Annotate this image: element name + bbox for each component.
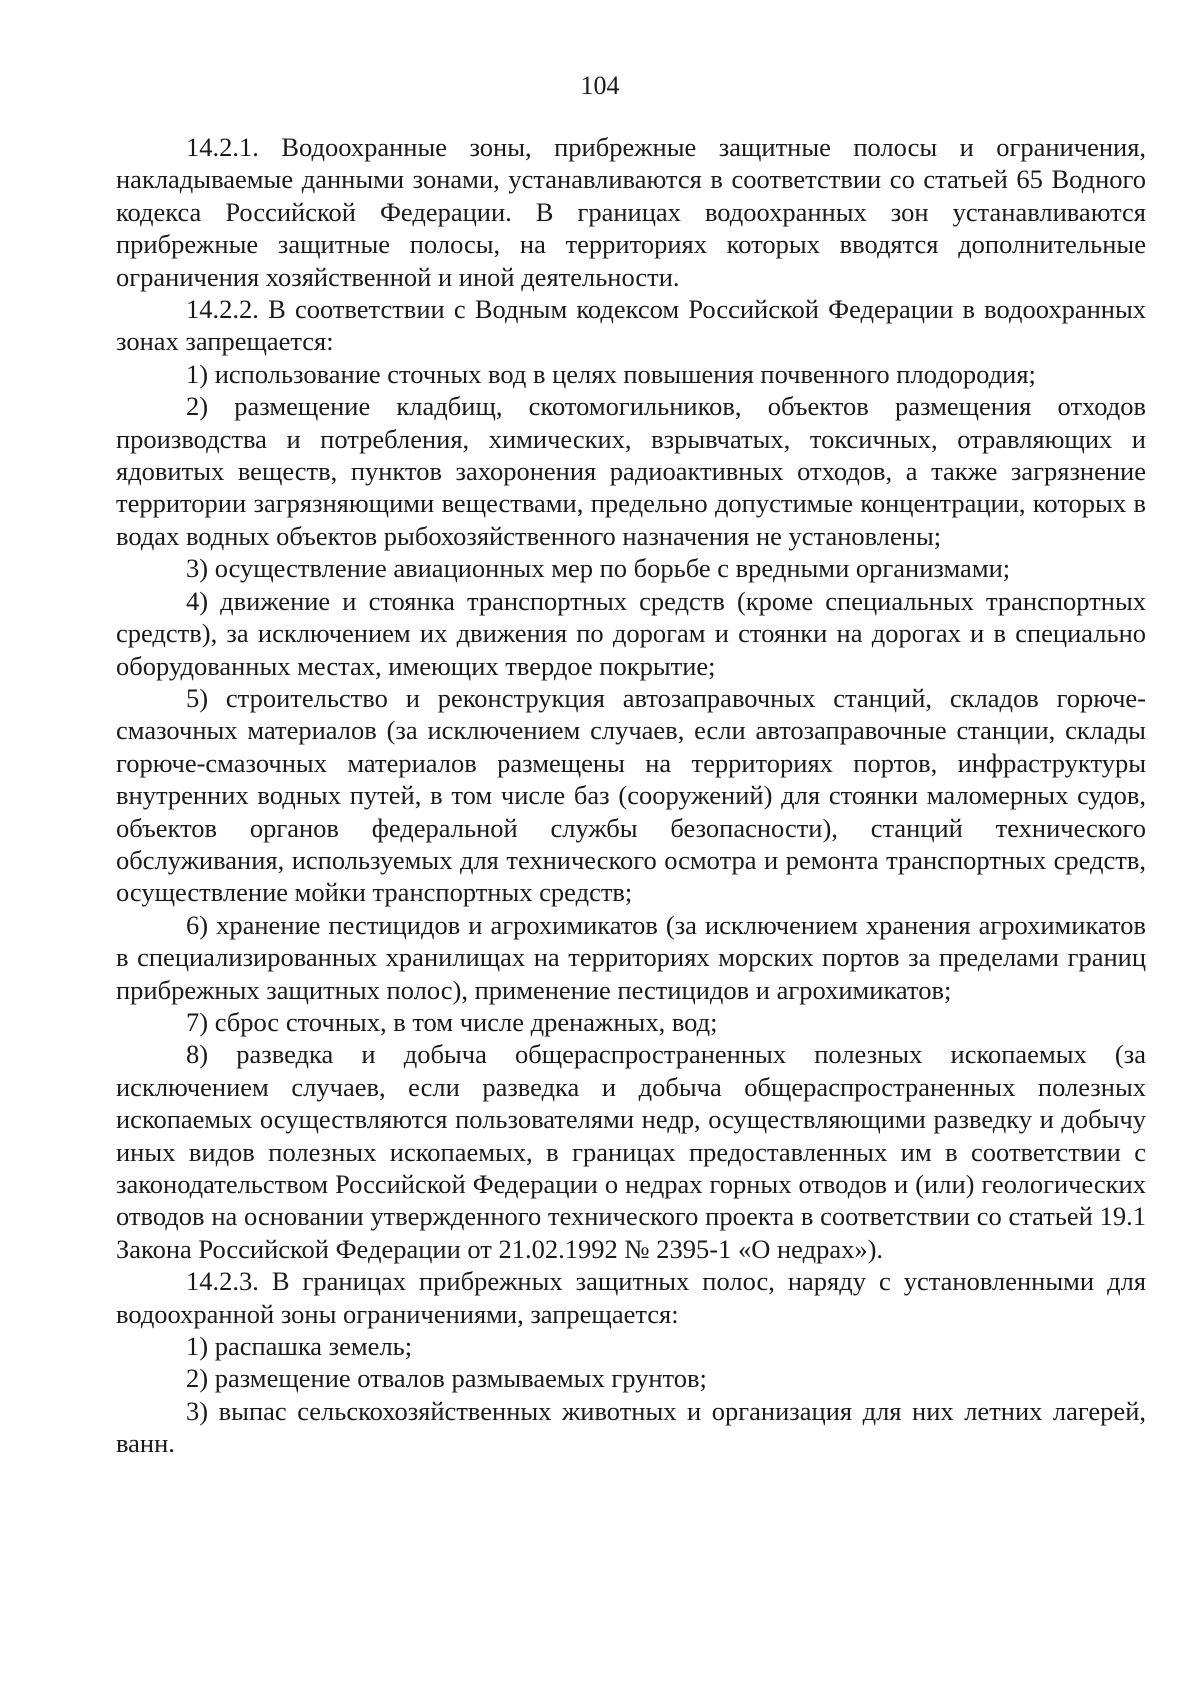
list-item-text: распашка земель; (214, 1331, 413, 1362)
list-item-number: 5) (186, 682, 209, 713)
paragraph-number: 14.2.2. (186, 294, 259, 325)
list-item-number: 3) (186, 1395, 209, 1426)
paragraph-number: 14.2.3. (186, 1266, 259, 1297)
list-item (116, 358, 1146, 390)
list-item-text: движение и стоянка транспортных средств (кроме специальных транспортных средств), за исключением их движения по дорогам и стоянки на дорогах и в специально оборудованных местах, имеющих твердое покрытие; (116, 585, 1146, 681)
paragraph-14-2-2 (116, 293, 1146, 358)
list-item-text: размещение отвалов размываемых грунтов; (214, 1363, 707, 1394)
list-item-number: 1) (186, 358, 209, 389)
list-item-text: осуществление авиационных мер по борьбе с вредными организмами; (214, 553, 1011, 584)
document-body (116, 131, 1146, 1460)
paragraph-14-2-1 (116, 131, 1146, 293)
list-item-number: 2) (186, 391, 209, 422)
list-item (116, 585, 1146, 682)
list-item-number: 6) (186, 909, 209, 940)
list-item-number: 3) (186, 553, 209, 584)
list-item-text: выпас сельскохозяйственных животных и организация для них летних лагерей, ванн. (116, 1395, 1147, 1459)
list-item-text: сброс сточных, в том числе дренажных, вод; (214, 1006, 718, 1037)
list-item (116, 1330, 1146, 1362)
list-item-text: размещение кладбищ, скотомогильников, объектов размещения отходов производства и потребления, химических, взрывчатых, токсичных, отравляющих и ядовитых веществ, пунктов захоронения радиоактивных отходов, а также загрязнение территории загрязняющими веществами, предельно допустимые концентрации, которых в водах водных объектов рыбохозяйственного назначения не установлены; (116, 391, 1147, 551)
list-item (116, 1362, 1146, 1394)
paragraph-14-2-3 (116, 1265, 1146, 1330)
list-item-number: 1) (186, 1331, 209, 1362)
paragraph-number: 14.2.1. (186, 132, 259, 162)
list-item-number: 7) (186, 1006, 209, 1037)
list-item (116, 909, 1146, 1006)
list-item-text: строительство и реконструкция автозаправочных станций, складов горюче-смазочных материалов (за исключением случаев, если автозаправочные станции, склады горюче-смазочных материалов размещены на территориях портов, инфраструктуры внутренних водных путей, в том числе баз (сооружений) для стоянки маломерных судов, объектов органов федеральной службы безопасности), станций технического обслуживания, используемых для технического осмотра и ремонта транспортных средств, осуществление мойки транспортных средств; (116, 682, 1146, 908)
list-item-text: разведка и добыча общераспространенных полезных ископаемых (за исключением случаев, если разведка и добыча общераспространенных полезных ископаемых осуществляются пользователями недр, осуществляющими разведку и добычу иных видов полезных ископаемых, в границах предоставленных им в соответствии с законодательством Российской Федерации о недрах горных отводов и (или) геологических отводов на основании утвержденного технического проекта в соответствии со статьей 19.1 Закона Российской Федерации от 21.02.1992 № 2395-1 «О недрах»). (116, 1039, 1146, 1264)
list-item-text: хранение пестицидов и агрохимикатов (за исключением хранения агрохимикатов в специализированных хранилищах на территориях морских портов за пределами границ прибрежных защитных полос), применение пестицидов и агрохимикатов; (116, 909, 1146, 1005)
paragraph-text: В границах прибрежных защитных полос, наряду с установленными для водоохранной зоны ограничениями, запрещается: (116, 1266, 1147, 1329)
paragraph-text: В соответствии с Водным кодексом Российской Федерации в водоохранных зонах запрещается: (116, 294, 1146, 357)
list-item-number: 8) (186, 1039, 209, 1070)
list-item (116, 1395, 1146, 1460)
list-item (116, 682, 1146, 909)
list-item-number: 2) (186, 1363, 209, 1394)
list-item (116, 1006, 1146, 1038)
paragraph-text: Водоохранные зоны, прибрежные защитные полосы и ограничения, накладываемые данными зонами, устанавливаются в соответствии со статьей 65 Водного кодекса Российской Федерации. В границах водоохранных зон устанавливаются прибрежные защитные полосы, на территориях которых вводятся дополнительные ограничения хозяйственной и иной деятельности. (116, 132, 1147, 292)
list-item-number: 4) (186, 585, 209, 616)
list-item (116, 390, 1146, 552)
list-item-text: использование сточных вод в целях повышения почвенного плодородия; (214, 358, 1036, 389)
list-item (116, 1038, 1146, 1265)
page-number: 104 (580, 71, 620, 100)
list-item (116, 552, 1146, 584)
